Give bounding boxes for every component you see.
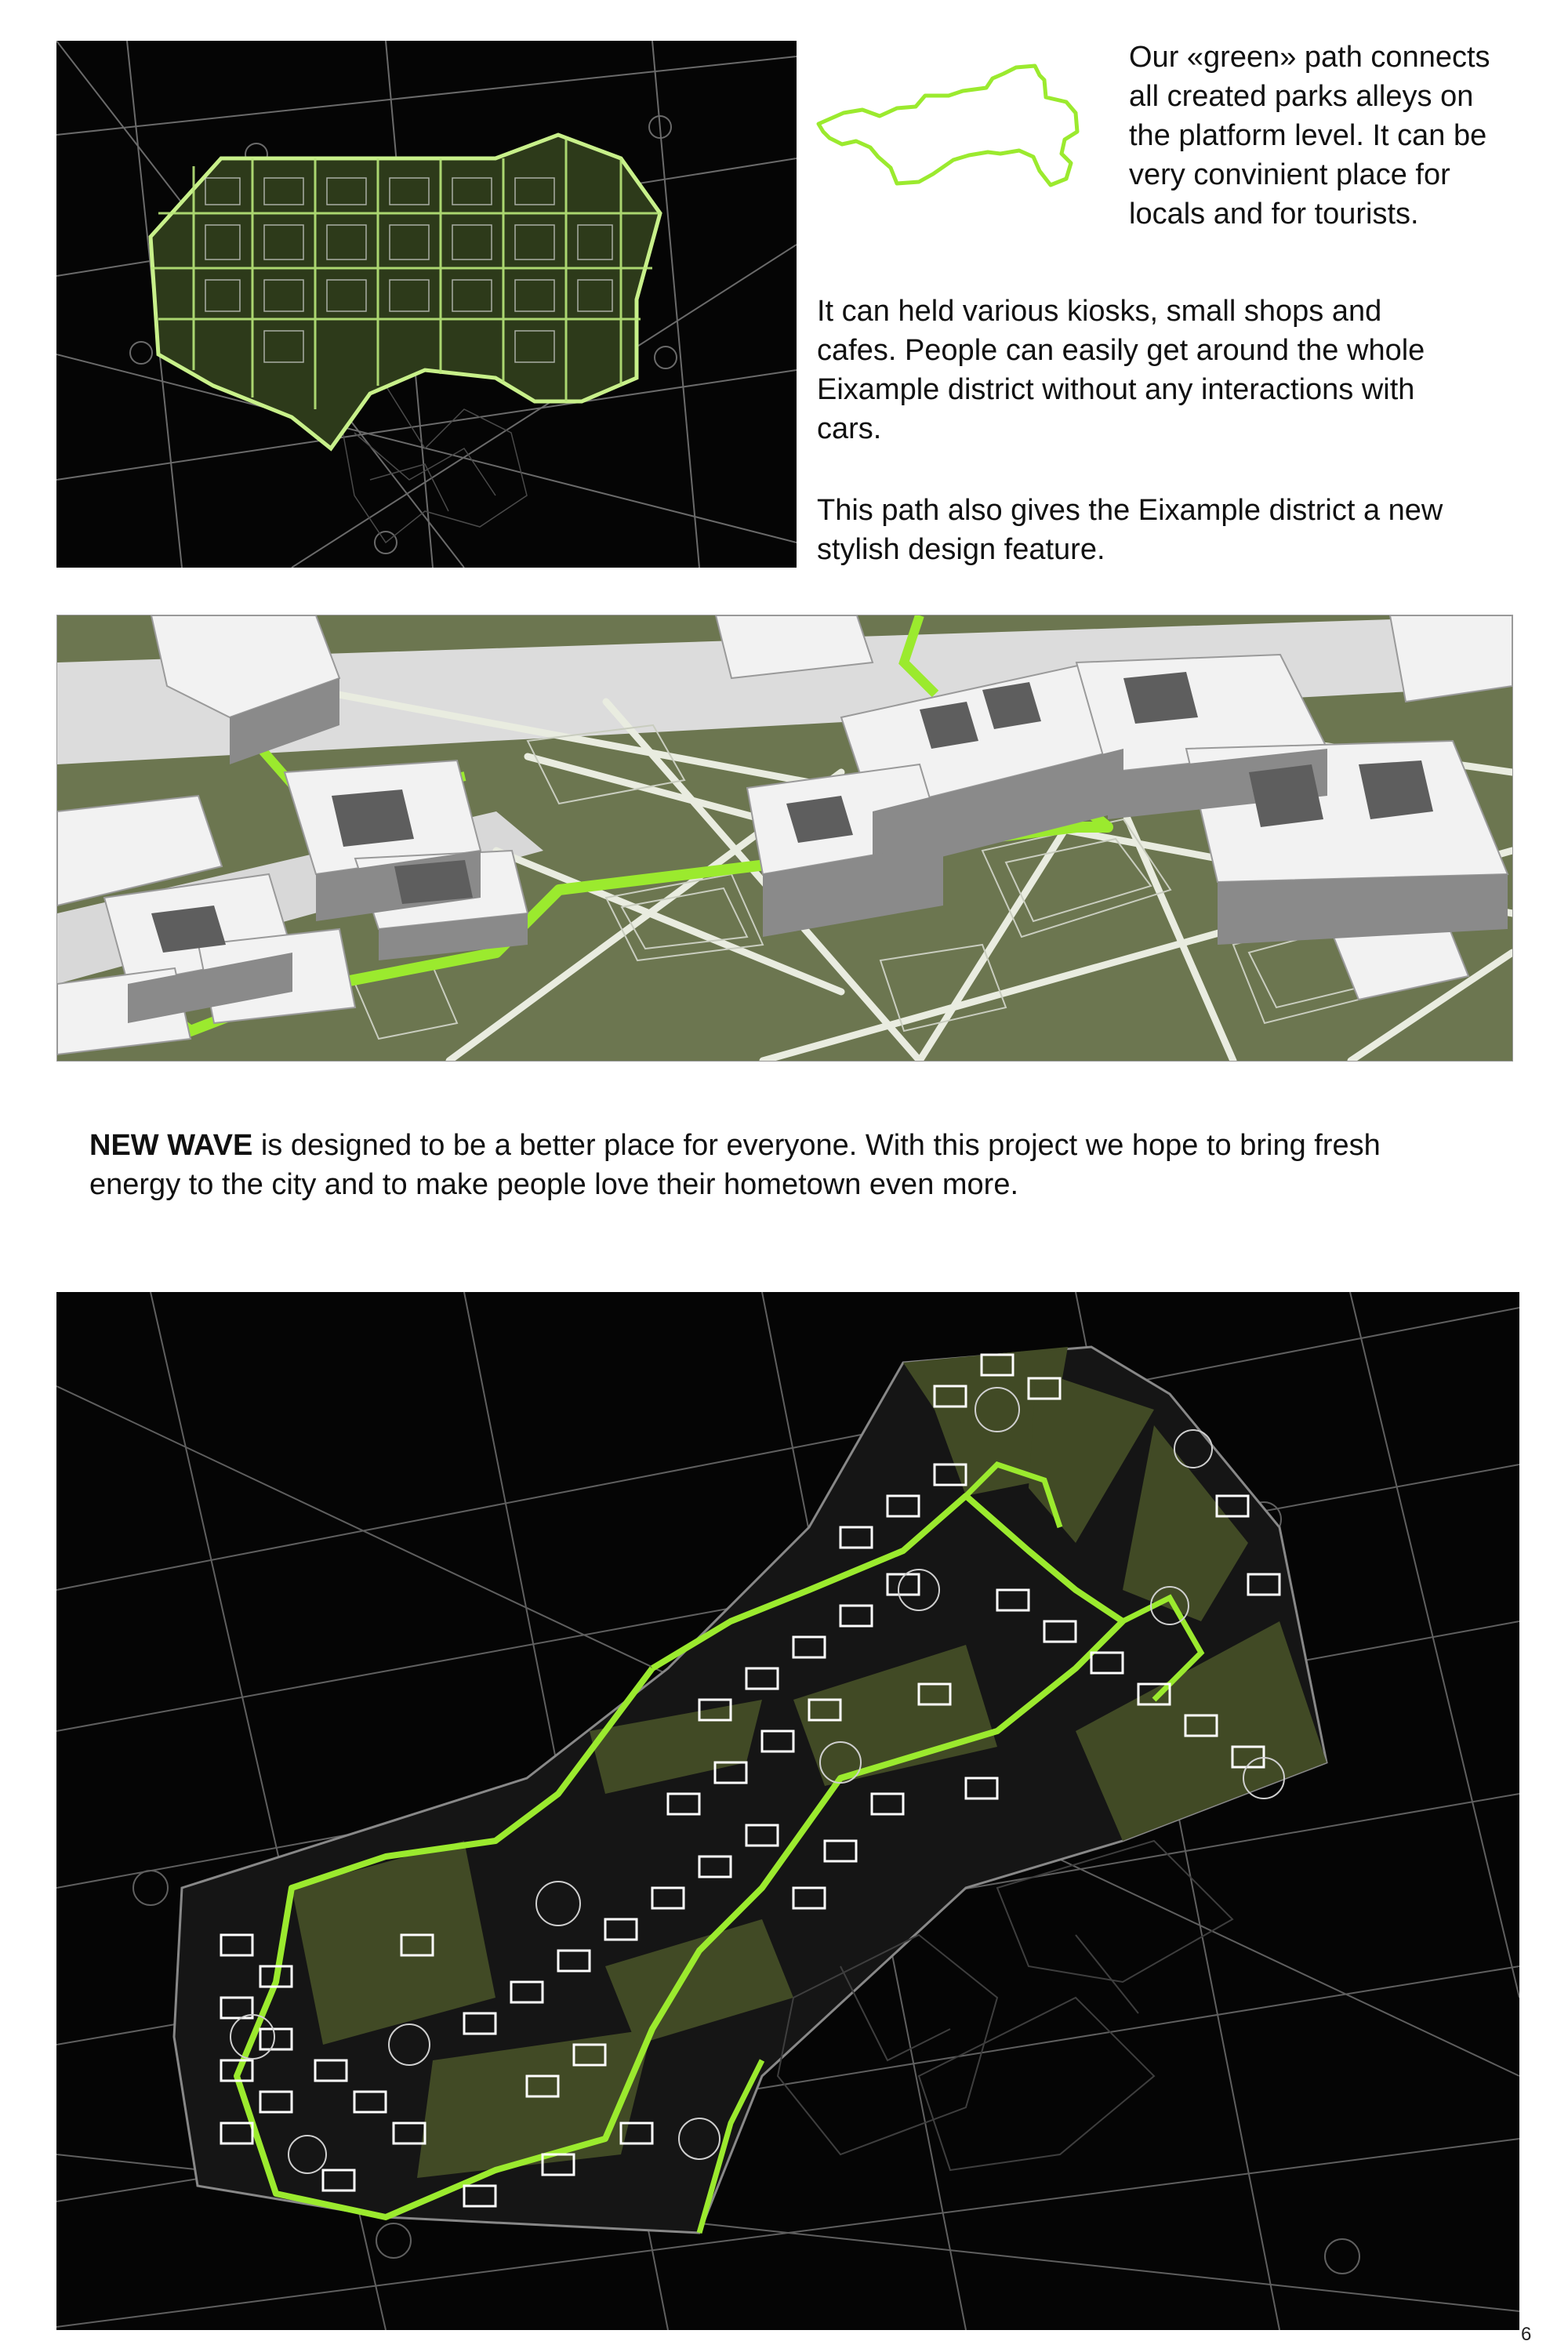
intro-paragraph (1129, 38, 1552, 234)
project-name: NEW WAVE (89, 1129, 253, 1162)
details-line: It can held various kiosks, small shops and (817, 295, 1382, 328)
page-number: 6 (1521, 2324, 1532, 2345)
details-paragraph (817, 292, 1554, 448)
details-line: cars. (817, 412, 882, 445)
summary-text: is designed to be a better place for everyone. With this project we hope to bring fresh (252, 1129, 1381, 1162)
design-line: stylish design feature. (817, 533, 1105, 566)
green-path-outline-icon (815, 56, 1113, 198)
summary-paragraph (89, 1126, 1548, 1204)
intro-line: very convinient place for (1129, 158, 1450, 191)
plan-map-drawing (56, 41, 797, 568)
details-line: Eixample district without any interactions with (817, 373, 1415, 406)
intro-line: Our «green» path connects (1129, 41, 1490, 74)
intro-line: all created parks alleys on (1129, 80, 1474, 113)
perspective-render-drawing (57, 615, 1512, 1061)
intro-line: the platform level. It can be (1129, 119, 1487, 152)
plan-map (56, 41, 797, 568)
axonometric-map (56, 1292, 1519, 2330)
summary-text-line-2: energy to the city and to make people love their hometown even more. (89, 1168, 1019, 1201)
intro-line: locals and for tourists. (1129, 198, 1419, 230)
details-line: cafes. People can easily get around the whole (817, 334, 1425, 367)
axonometric-map-drawing (56, 1292, 1519, 2330)
design-line: This path also gives the Eixample district a new (817, 494, 1443, 527)
perspective-render (56, 615, 1513, 1062)
design-paragraph (817, 491, 1554, 569)
green-path-outline-drawing (815, 56, 1113, 198)
